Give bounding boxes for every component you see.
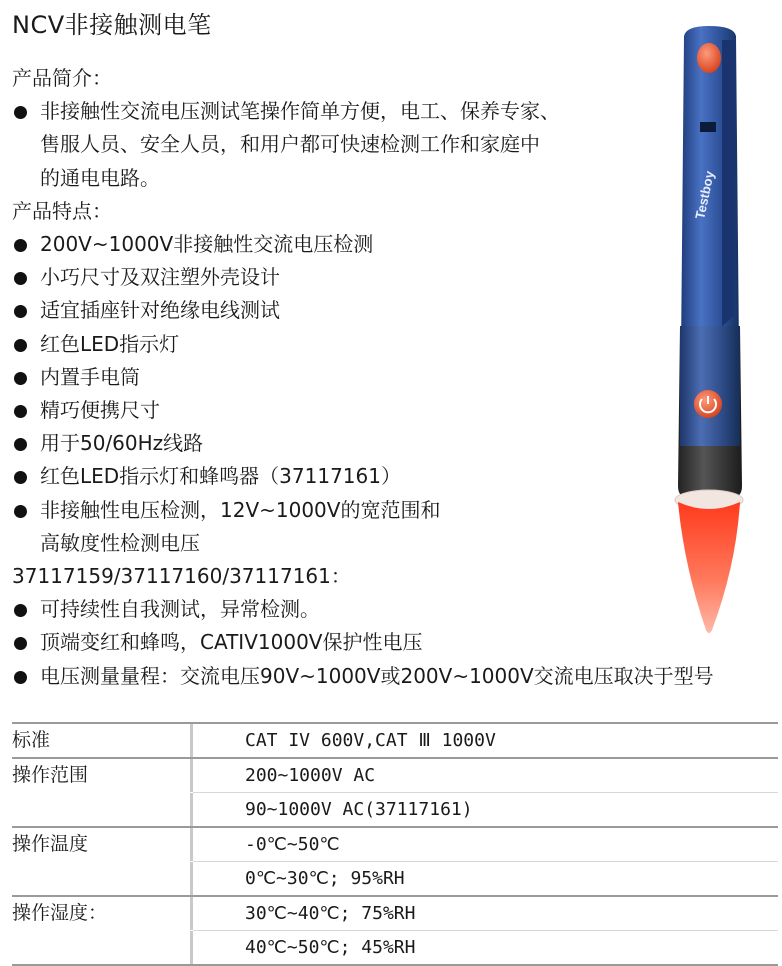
spec-label: 标准: [12, 729, 51, 751]
voltage-tester-image: [664, 26, 754, 636]
feature-text: 用于50/60Hz线路: [40, 431, 204, 456]
intro-heading: 产品简介：: [12, 66, 112, 90]
spec-value: 0℃~30℃; 95%RH: [245, 868, 405, 889]
spec-table: [12, 722, 778, 966]
intro-line: 非接触性交流电压测试笔操作简单方便，电工、保养专家、: [40, 99, 560, 124]
bullet-dot-icon: [14, 405, 27, 418]
feature-text: 非接触性电压检测，12V~1000V的宽范围和: [40, 497, 441, 522]
model-text: 顶端变红和蜂鸣，CATIV1000V保护性电压: [40, 630, 423, 655]
pen-window: [700, 122, 716, 132]
intro-line: 的通电电路。: [40, 165, 160, 190]
pen-brand-logo: Testboy: [692, 169, 718, 221]
table-row: [12, 862, 778, 895]
bullet-dot-icon: [14, 106, 27, 119]
spec-value: CAT IV 600V,CAT Ⅲ 1000V: [245, 730, 496, 751]
spec-label: 操作湿度：: [12, 902, 108, 924]
feature-text: 红色LED指示灯: [40, 331, 180, 356]
table-row: [12, 931, 778, 964]
table-row: [12, 759, 778, 792]
page-title: NCV非接触测电笔: [12, 11, 212, 39]
pen-tip: [678, 502, 740, 633]
features-heading: 产品特点：: [12, 198, 112, 223]
bullet-dot-icon: [14, 505, 27, 518]
model-item: [12, 660, 782, 693]
bullet-dot-icon: [14, 339, 27, 352]
feature-text: 红色LED指示灯和蜂鸣器（37117161）: [40, 464, 401, 489]
models-heading: 37117159/37117160/37117161：: [12, 564, 351, 589]
table-row: [12, 724, 778, 757]
feature-text: 高敏度性检测电压: [40, 530, 200, 555]
model-text: 可持续性自我测试，异常检测。: [40, 597, 320, 622]
spec-label: 操作范围: [12, 764, 89, 786]
bullet-dot-icon: [14, 372, 27, 385]
bullet-dot-icon: [14, 239, 27, 252]
spec-value: 30℃~40℃; 75%RH: [245, 903, 416, 924]
feature-text: 内置手电筒: [40, 364, 140, 389]
top-button-icon: [697, 43, 721, 73]
spec-label: 操作温度: [12, 833, 89, 855]
feature-text: 适宜插座针对绝缘电线测试: [40, 298, 280, 323]
model-text: 电压测量量程：交流电压90V~1000V或200V~1000V交流电压取决于型号: [40, 663, 714, 688]
spec-value: 40℃~50℃; 45%RH: [245, 937, 416, 958]
pen-clip: [722, 40, 736, 326]
bullet-dot-icon: [14, 604, 27, 617]
bullet-dot-icon: [14, 272, 27, 285]
table-row: [12, 897, 778, 930]
table-row: [12, 793, 778, 826]
feature-text: 精巧便携尺寸: [40, 398, 160, 423]
bullet-dot-icon: [14, 438, 27, 451]
spec-value: 90~1000V AC(37117161): [245, 799, 473, 820]
feature-text: 小巧尺寸及双注塑外壳设计: [40, 265, 280, 290]
bullet-dot-icon: [14, 637, 27, 650]
bullet-dot-icon: [14, 471, 27, 484]
spec-value: 200~1000V AC: [245, 765, 376, 786]
table-row: [12, 828, 778, 861]
intro-line: 售服人员、安全人员，和用户都可快速检测工作和家庭中: [40, 132, 540, 157]
bullet-dot-icon: [14, 671, 27, 684]
spec-value: -0℃~50℃: [245, 834, 340, 855]
feature-text: 200V~1000V非接触性交流电压检测: [40, 232, 374, 257]
bullet-dot-icon: [14, 305, 27, 318]
